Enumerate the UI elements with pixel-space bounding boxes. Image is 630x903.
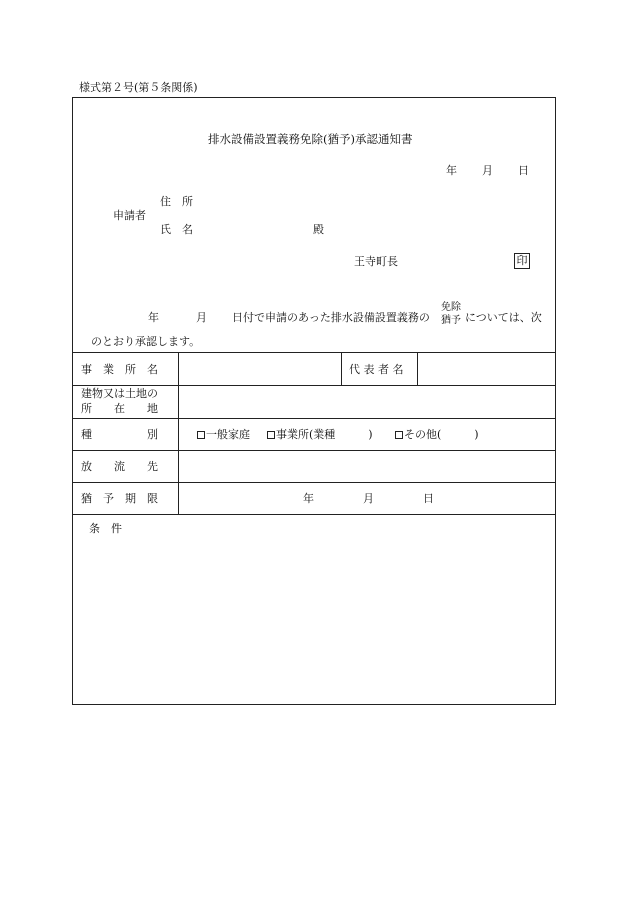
representative-label: 代 表 者 名: [349, 363, 404, 376]
deferral-month: 月: [363, 492, 374, 505]
applicant-label: 申請者: [113, 209, 146, 222]
applicant-name-label: 氏 名: [160, 223, 193, 236]
location-label-line1: 建物又は土地の: [81, 387, 158, 400]
row-divider: [73, 418, 555, 419]
seal-mark: 印: [514, 253, 530, 269]
row-divider: [73, 385, 555, 386]
type-household-label: 一般家庭: [206, 428, 250, 441]
column-divider: [417, 352, 418, 385]
deferral-day: 日: [423, 492, 434, 505]
row-divider: [73, 482, 555, 483]
type-household-option: [197, 429, 250, 440]
date-day: 日: [518, 164, 529, 177]
column-divider: [341, 352, 342, 385]
office-name-label: 事 業 所 名: [81, 363, 158, 376]
conditions-label: 条 件: [89, 522, 122, 535]
deferral-year: 年: [303, 492, 314, 505]
body-text-1: 日付で申請のあった排水設備設置義務の: [232, 311, 430, 324]
honorific: 殿: [313, 223, 324, 236]
form-title: 排水設備設置義務免除(猶予)承認通知書: [208, 132, 413, 146]
location-label-line2: 所 在 地: [81, 402, 158, 415]
type-business-option: [267, 429, 373, 440]
other-checkbox[interactable]: [395, 431, 403, 439]
deferral-label: 猶 予 期 限: [81, 492, 158, 505]
body-text-2: については、次: [465, 311, 542, 324]
date-year: 年: [446, 164, 457, 177]
row-divider: [73, 352, 555, 353]
defer-option: 猶予: [441, 315, 461, 326]
body-month: 月: [196, 311, 207, 324]
business-checkbox[interactable]: [267, 431, 275, 439]
household-checkbox[interactable]: [197, 431, 205, 439]
approval-notice-form: [72, 97, 556, 705]
body-text-3: のとおり承認します。: [91, 335, 201, 348]
issuer-name: 王寺町長: [354, 255, 398, 268]
type-business-label: 事業所(業種 ): [276, 428, 373, 441]
discharge-label: 放 流 先: [81, 460, 158, 473]
row-divider: [73, 514, 555, 515]
form-number: 様式第２号(第５条関係): [79, 81, 198, 94]
date-month: 月: [482, 164, 493, 177]
body-year: 年: [148, 311, 159, 324]
exempt-option: 免除: [441, 302, 461, 313]
row-divider: [73, 450, 555, 451]
type-label: 種 別: [81, 428, 158, 441]
type-other-option: [395, 429, 479, 440]
applicant-address-label: 住 所: [160, 195, 193, 208]
column-divider: [178, 352, 179, 514]
type-other-label: その他( ): [404, 428, 479, 441]
